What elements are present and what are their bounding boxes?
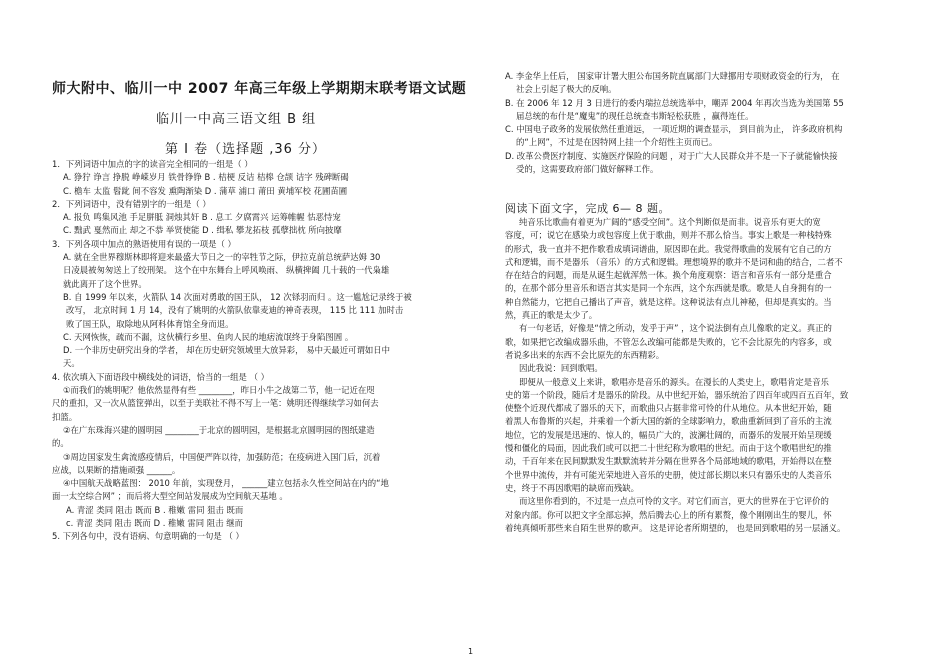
text-line: 2．下列词语中，没有错别字的一组是（ ） bbox=[52, 198, 211, 209]
text-line: ①而我们的姚明呢？他依然显得有些 ________，昨日小牛之战第二节，他一记近在咫 bbox=[63, 385, 375, 396]
text-line: 面一太空综合网” ；而后将大型空间站发展成为空间航天基地 。 bbox=[52, 491, 288, 502]
text-line: 受的，这需要政府部门做好解释工作。 bbox=[516, 164, 659, 175]
text-line: 的，在那个部分里音乐和语言其实是同一个东西，这个东西就是歌。歌是人自身拥有的一 bbox=[505, 283, 832, 294]
text-line: 着黑人布鲁斯的兴起，并乘着一个新大国的新的全球影响力，歌曲重新回到了音乐的主流 bbox=[505, 416, 832, 427]
text-line: D. 改革公费医疗制度、实施医疗保险的问题 ，对于广大人民群众并不是一下子就能愉快接 bbox=[505, 150, 838, 161]
text-line: 改写， 北京时间 1 月 14，没有了姚明的火箭队依靠麦迪的神奇表现， 115 比 111 加时击 bbox=[66, 305, 404, 316]
text-line: 式和逻辑，而不是器乐 （音乐）的方式和逻辑。理想境界的歌并不是词和曲的结合，二者不 bbox=[505, 256, 843, 267]
text-line: ③周边国家发生禽流感疫情后，中国便严阵以待，加强防范；在疫病进入国门后，沉着 bbox=[63, 451, 381, 462]
text-line: 扣篮。 bbox=[52, 411, 78, 422]
text-line: 的。 bbox=[52, 438, 69, 449]
text-line: 纯音乐比歌曲有着更为广阔的“感受空间”。这个判断似是而非。说音乐有更大的宽 bbox=[519, 217, 821, 227]
text-line: 届总统的布什是“魔鬼”的现任总统查韦斯轻松获胜 ，赢得连任。 bbox=[516, 110, 754, 121]
page-number: 1 bbox=[468, 647, 474, 656]
text-line: C. 天网恢恢，疏而不漏，这伙横行乡里、鱼肉人民的地痞流氓终于身陷图圄 。 bbox=[63, 331, 354, 342]
text-line: c. 青涩 类同 阻击 既而 D . 稚嫩 雷同 阻击 继而 bbox=[66, 518, 243, 529]
text-line: 天。 bbox=[63, 358, 80, 369]
text-line: 对象内部。你可以把文字全部忘掉，然后腾去心上的所有累赘，像个刚刚出生的婴儿，怀 bbox=[505, 509, 832, 520]
text-line: 然，真正的歌是太少了。 bbox=[505, 310, 598, 321]
text-line: 社会上引起了极大的反响。 bbox=[516, 84, 617, 95]
text-line: A. 李金华上任后， 国家审计署大胆公布国务院直属部门大肆挪用专项财政资金的行为， 在 bbox=[505, 71, 840, 81]
text-line: 史，终于不再因歌唱的缺席而残缺。 bbox=[505, 482, 639, 493]
page-subtitle: 临川一中高三语文组 B 组 bbox=[156, 112, 317, 127]
section-heading: 第 I 卷（选择题 ,36 分） bbox=[165, 142, 327, 157]
text-line: 者说多出来的东西不会比原先的东西精彩。 bbox=[505, 349, 665, 360]
text-line: 史的第一个阶段，随后才是器乐的阶段。从中世纪开始，器乐统治了四百年或四百五百年，致 bbox=[505, 389, 849, 400]
text-line: 的“上网”，不过是在因特网上挂一个介绍性主页而已。 bbox=[516, 137, 718, 148]
text-line: 个世界中流传，并有可能光荣地进入音乐的史册，使过部长期以来只有器乐史的人类音乐 bbox=[505, 469, 832, 480]
text-line: 存在结合的问题，而是从诞生起就浑然一体。换个角度观察：语言和音乐有一部分是重合 bbox=[505, 270, 832, 281]
reading-heading: 阅读下面文字，完成 6— 8 题。 bbox=[505, 202, 670, 215]
text-line: C. 中国电子政务的发展依然任重道远， 一项近期的调查显示， 到目前为止， 许多政府机构 bbox=[505, 124, 843, 135]
text-line: 使整个近现代都成了器乐的天下，而歌曲只占据非常可怜的什从地位。从本世纪开始，随 bbox=[505, 403, 832, 414]
text-line: 种自然能力，它把自己播出了声音，就是这样。这种说法有点儿神秘，但却是真实的。当 bbox=[505, 296, 832, 307]
text-line: 4. 依次填入下面语段中横线处的词语，恰当的一组是 （ ） bbox=[52, 371, 269, 382]
left-column-questions bbox=[52, 158, 412, 544]
text-line: 即便从一般意义上来讲，歌唱亦是音乐的源头。在漫长的人类史上，歌唱肯定是音乐 bbox=[519, 376, 829, 387]
text-line: 应战，以果断的措施顽强 ______。 bbox=[52, 464, 181, 475]
text-line: 因此我说：回到歌唱。 bbox=[519, 363, 603, 374]
text-line: A. 青涩 类同 阻击 既而 B . 稚嫩 雷同 狙击 既而 bbox=[66, 504, 244, 515]
text-line: 动，千百年来在民间默默发生默默流转并分隔在世界各个局部地域的歌唱，开始得以在整 bbox=[505, 456, 832, 467]
text-line: 尺的重扣，又一次从篮筐弹出，以至于美联社不得不写上一笔：姚明还得继续学习如何去 bbox=[52, 398, 379, 409]
text-line: 5. 下列各句中，没有语病、句意明确的一句是 （ ） bbox=[52, 531, 244, 542]
text-line: 日凌晨被匆匆送上了绞刑架。 这个在中东舞台上呼风唤雨、 纵横捭阖 几十载的一代枭雄 bbox=[63, 265, 390, 276]
text-line: 歌，如果把它改编成器乐曲，不管怎么改编可能都是失败的，它不会比原先的内容多，或 bbox=[505, 336, 832, 347]
text-line: ②在广东珠海兴建的圆明园 ________于北京的圆明园，是根据北京圆明园的图纸建造 bbox=[63, 424, 375, 435]
text-line: 着纯真倾听那些来自陌生世界的歌声。 这是评论者所期望的， 也是回到歌唱的另一层涵义。 bbox=[505, 522, 846, 533]
text-line: 地位，它的发展是迅速的、惊人的，幅员广大的，波澜壮阔的，而器乐的发展开始呈现缓 bbox=[505, 429, 832, 440]
text-line: B. 自 1999 年以来，火箭队 14 次面对勇敢的国王队， 12 次铩羽而归 。这一尴尬记录终于被 bbox=[63, 291, 412, 302]
text-line: C. 檐车 太监 髫龀 间不容发 熏陶渐染 D . 蒲草 浦口 莆田 黄埔军校 花圃苗圃 bbox=[63, 185, 348, 196]
text-line: 就此离开了这个世界。 bbox=[63, 278, 147, 289]
text-line: C. 黜武 戛然而止 却之不恭 举贤使能 D . 缉私 攀龙拓枝 孤孽拙枕 所向披靡 bbox=[63, 225, 342, 236]
text-line: 1．下列词语中加点的字的读音完全相同的一组是（ ） bbox=[52, 159, 253, 169]
text-line: A. 就在全世界穆斯林即将迎来最盛大节日之一的宰牲节之际，伊拉克前总统萨达姆 30 bbox=[63, 252, 381, 263]
reading-passage bbox=[505, 216, 848, 535]
text-line: 3．下列各项中加点的熟语使用有误的一项是（ ） bbox=[52, 238, 236, 249]
text-line: ④中国航天战略蓝图： 2010 年前，实现登月， ______建立包括永久性空间站在内的“地 bbox=[63, 478, 389, 489]
text-line: A. 报负 鸣集风池 手足胼胝 洞烛其奸 B . 息工 夕腐霄兴 运筹帷幄 怙恶恃宠 bbox=[63, 212, 341, 223]
text-line: 慢和僵化的局面，因此我们或可以把二十世纪称为歌唱的世纪。而由于这个歌唱世纪的推 bbox=[505, 443, 832, 454]
text-line: 的形式，我一直并不把作歌看成填词谱曲，原因即在此。我觉得歌曲的发展有它自己的方 bbox=[505, 243, 832, 254]
text-line: 败了国王队，取除地从阿科体育馆全身而退。 bbox=[66, 318, 234, 329]
text-line: 而这里你看到的，不过是一点点可怜的文字。对它们而言，更大的世界在于它评价的 bbox=[519, 496, 829, 507]
text-line: 容度，可；说它在感染力或包容度上优于歌曲，则并不那么恰当。事实上歌是一种栈特殊 bbox=[505, 230, 832, 241]
text-line: B. 在 2006 年 12 月 3 日进行的委内瑞拉总统选举中，嘲弄 2004 年再次当选为美国第 55 bbox=[505, 97, 844, 108]
text-line: A. 狰狞 诤言 挣脱 峥嵘岁月 铁骨铮铮 B . 桔梗 反诘 桔槔 仓颉 诘字 残碑断碣 bbox=[63, 172, 349, 183]
right-column-options bbox=[505, 70, 844, 176]
page-title: 师大附中、临川一中 2007 年高三年级上学期期末联考语文试题 bbox=[52, 81, 467, 97]
text-line: 有一句老话，好像是“情之所动，发乎于声” ，这个说法倒有点儿像歌的定义。真正的 bbox=[519, 323, 832, 334]
text-line: D. 一个非历史研究出身的学者， 却在历史研究领域里大放异彩， 易中天最近可谓如日中 bbox=[63, 345, 390, 356]
